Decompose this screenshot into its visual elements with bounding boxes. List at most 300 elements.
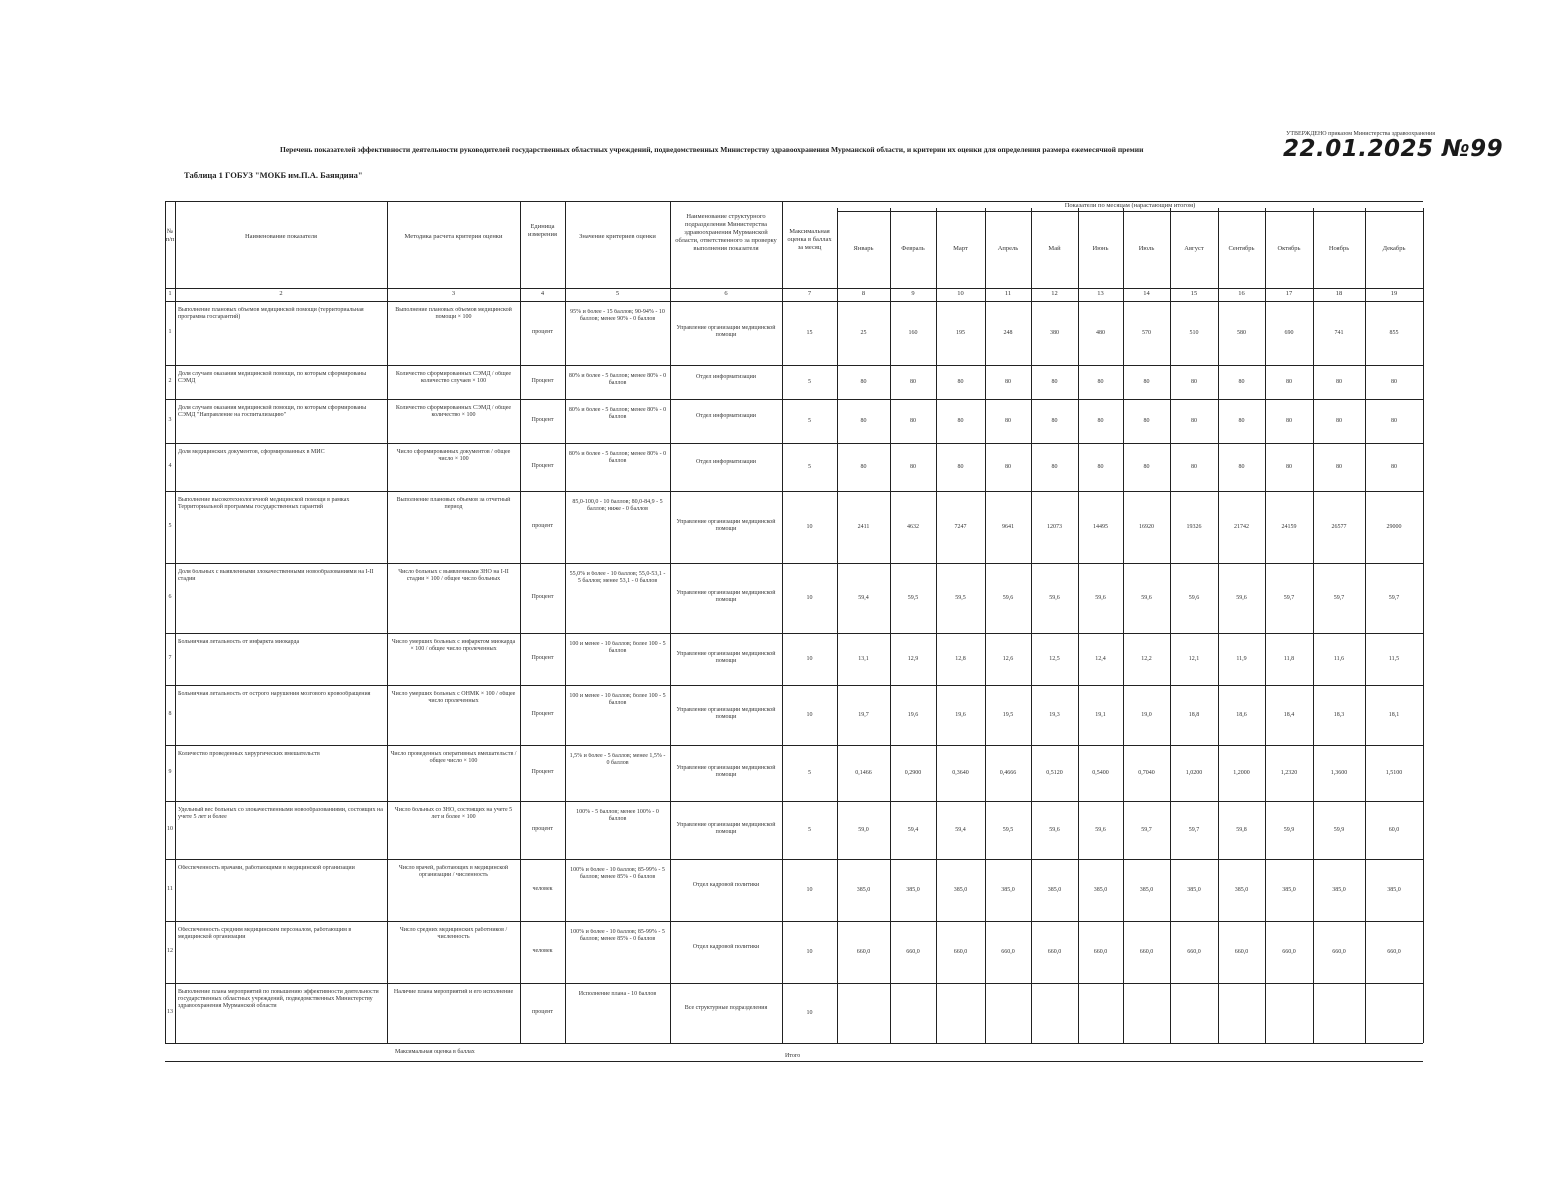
row-month-value: 13,1 bbox=[858, 656, 869, 662]
row-month-value: 11,8 bbox=[1283, 656, 1295, 662]
row-criteria: Исполнение плана - 10 баллов bbox=[578, 991, 657, 997]
row-month-value: 660,0 bbox=[1187, 949, 1201, 955]
row-method: Число средних медицинских работников / численность bbox=[399, 927, 508, 940]
grid-line bbox=[1423, 208, 1424, 1043]
col-header-month: Май bbox=[1048, 245, 1061, 252]
row-month-value: 18,3 bbox=[1333, 712, 1345, 718]
row-month-value: 80 bbox=[1391, 418, 1397, 424]
col-index: 7 bbox=[807, 290, 812, 297]
col-header-method: Методика расчета критерия оценки bbox=[404, 233, 503, 240]
grid-line bbox=[165, 288, 1423, 289]
row-unit: Процент bbox=[531, 655, 554, 661]
row-month-value: 7247 bbox=[954, 524, 967, 530]
row-divider bbox=[165, 859, 1423, 860]
grid-line bbox=[1078, 208, 1079, 1043]
row-name: Доля случаев оказания медицинской помощи, по которым сформированы СЭМД bbox=[178, 371, 367, 384]
grid-line bbox=[1123, 208, 1124, 1043]
col-index: 9 bbox=[911, 290, 915, 297]
row-month-value: 80 bbox=[957, 464, 964, 470]
row-name: Больничная летальность от инфаркта миокарда bbox=[178, 639, 300, 645]
row-month-value: 59,5 bbox=[907, 595, 919, 601]
row-max-points: 5 bbox=[808, 770, 811, 776]
col-index: 6 bbox=[724, 290, 728, 297]
col-header-month: Июль bbox=[1138, 245, 1155, 252]
grid-line bbox=[1218, 208, 1219, 1043]
row-month-value: 385,0 bbox=[1047, 887, 1062, 893]
row-name: Выполнение плана мероприятий по повышению эффективности деятельности государственных областных учреждений, подведомственных Министерству здравоохранения Мурманской области bbox=[178, 989, 379, 1009]
row-divider bbox=[165, 399, 1423, 400]
row-month-value: 80 bbox=[1143, 418, 1150, 424]
row-name: Доля больных с выявленными злокачественными новообразованиями на I-II стадии bbox=[178, 569, 374, 582]
row-responsible: Управление организации медицинской помощи bbox=[676, 590, 776, 603]
row-month-value: 385,0 bbox=[1332, 887, 1346, 893]
row-month-value: 80 bbox=[1143, 379, 1150, 385]
row-month-value: 80 bbox=[1005, 418, 1011, 424]
row-num: 4 bbox=[168, 463, 172, 469]
row-month-value: 0,7040 bbox=[1138, 770, 1155, 776]
row-max-points: 5 bbox=[808, 827, 811, 833]
col-header-month: Сентябрь bbox=[1228, 245, 1255, 252]
row-month-value: 385,0 bbox=[1093, 887, 1108, 893]
row-month-value: 660,0 bbox=[1047, 949, 1062, 955]
row-month-value: 248 bbox=[1003, 330, 1013, 336]
col-header-month: Апрель bbox=[997, 245, 1019, 252]
grid-line bbox=[175, 201, 176, 1043]
row-divider bbox=[165, 1043, 1423, 1044]
row-criteria: 1,5% и более - 5 баллов; менее 1,5% - 0 баллов bbox=[569, 753, 666, 766]
row-month-value: 80 bbox=[1097, 418, 1104, 424]
row-responsible: Все структурные подразделения bbox=[684, 1005, 768, 1011]
col-index: 14 bbox=[1143, 290, 1150, 297]
row-month-value: 80 bbox=[1051, 379, 1058, 385]
row-month-value: 80 bbox=[1051, 464, 1058, 470]
grid-line bbox=[1031, 208, 1032, 1043]
row-month-value: 16920 bbox=[1139, 524, 1154, 530]
row-month-value: 741 bbox=[1334, 330, 1344, 336]
row-month-value: 2411 bbox=[857, 524, 870, 530]
row-month-value: 24159 bbox=[1281, 524, 1297, 530]
row-criteria: 100 и менее - 10 баллов; более 100 - 5 баллов bbox=[569, 641, 666, 654]
total-label: Максимальная оценка в баллах bbox=[395, 1049, 475, 1055]
row-month-value: 29000 bbox=[1386, 524, 1402, 530]
row-divider bbox=[165, 443, 1423, 444]
row-method: Число врачей, работающих в медицинской организации / численность bbox=[398, 865, 509, 878]
approval-note: УТВЕРЖДЕНО приказом Министерства здравоохранения bbox=[1286, 131, 1435, 137]
col-header-month: Декабрь bbox=[1382, 245, 1406, 252]
row-criteria: 80% и более - 5 баллов; менее 80% - 0 баллов bbox=[568, 373, 667, 386]
row-month-value: 59,7 bbox=[1333, 595, 1345, 601]
row-method: Число проведенных оперативных вмешательств / общее число × 100 bbox=[390, 751, 517, 764]
row-responsible: Управление организации медицинской помощи bbox=[676, 519, 776, 532]
row-month-value: 19,7 bbox=[858, 712, 869, 718]
grid-line bbox=[1170, 208, 1171, 1043]
row-month-value: 80 bbox=[1191, 379, 1197, 385]
row-name: Количество проведенных хирургических вмешательств bbox=[178, 751, 320, 757]
row-divider bbox=[165, 983, 1423, 984]
row-unit: Процент bbox=[531, 417, 554, 423]
row-name: Удельный вес больных со злокачественными новообразованиями, состоящих на учете 5 лет и более bbox=[178, 807, 383, 820]
row-max-points: 10 bbox=[806, 1010, 813, 1016]
col-index: 11 bbox=[1004, 290, 1012, 297]
row-month-value: 510 bbox=[1189, 330, 1199, 336]
grid-line bbox=[520, 201, 521, 1043]
row-method: Выполнение плановых объемов медицинской помощи × 100 bbox=[395, 307, 512, 320]
row-num: 7 bbox=[168, 655, 172, 661]
row-num: 10 bbox=[167, 826, 173, 832]
row-divider bbox=[165, 365, 1423, 366]
row-month-value: 80 bbox=[1286, 418, 1292, 424]
col-header-name: Наименование показателя bbox=[244, 233, 318, 240]
row-unit: человек bbox=[532, 948, 553, 954]
row-month-value: 80 bbox=[1336, 464, 1342, 470]
row-month-value: 80 bbox=[957, 418, 964, 424]
row-method: Наличие плана мероприятий и его исполнение bbox=[393, 989, 514, 995]
row-criteria: 55,0% и более - 10 баллов; 55,0-53,1 - 5 баллов; менее 53,1 - 0 баллов bbox=[569, 571, 666, 584]
row-month-value: 1,2320 bbox=[1280, 770, 1298, 776]
row-name: Выполнение высокотехнологичной медицинской помощи в рамках Территориальной программы государственных гарантий bbox=[178, 497, 350, 510]
row-month-value: 19,0 bbox=[1141, 712, 1152, 718]
row-month-value: 59,6 bbox=[1095, 827, 1106, 833]
row-num: 9 bbox=[168, 769, 172, 775]
row-divider bbox=[165, 563, 1423, 564]
row-criteria: 100% - 5 баллов; менее 100% - 0 баллов bbox=[576, 809, 659, 822]
row-month-value: 0,1466 bbox=[855, 770, 872, 776]
row-month-value: 0,3640 bbox=[952, 770, 969, 776]
row-num: 1 bbox=[168, 329, 172, 335]
row-month-value: 80 bbox=[1238, 379, 1245, 385]
row-month-value: 80 bbox=[1143, 464, 1150, 470]
row-responsible: Управление организации медицинской помощи bbox=[676, 765, 776, 778]
row-responsible: Управление организации медицинской помощи bbox=[676, 822, 776, 835]
row-month-value: 385,0 bbox=[1234, 887, 1249, 893]
row-month-value: 385,0 bbox=[1187, 887, 1201, 893]
row-unit: Процент bbox=[531, 378, 554, 384]
row-month-value: 18,4 bbox=[1283, 712, 1295, 718]
col-header-month: Февраль bbox=[901, 245, 925, 252]
col-header-monthly: Показатели по месяцам (нарастающим итогом) bbox=[1064, 202, 1196, 209]
row-unit: процент bbox=[532, 523, 553, 529]
row-unit: человек bbox=[532, 886, 553, 892]
row-month-value: 11,6 bbox=[1333, 656, 1345, 662]
row-unit: Процент bbox=[531, 594, 554, 600]
row-responsible: Управление организации медицинской помощи bbox=[676, 651, 776, 664]
row-month-value: 80 bbox=[1097, 379, 1104, 385]
row-month-value: 12,5 bbox=[1049, 656, 1060, 662]
row-num: 12 bbox=[167, 948, 173, 954]
row-max-points: 10 bbox=[806, 656, 813, 662]
row-month-value: 59,6 bbox=[1188, 595, 1200, 601]
col-header-max: Максимальная оценка в баллах за месяц bbox=[787, 228, 832, 251]
row-month-value: 660,0 bbox=[1282, 949, 1296, 955]
row-month-value: 385,0 bbox=[1001, 887, 1015, 893]
row-month-value: 59,6 bbox=[1095, 595, 1106, 601]
row-month-value: 19,3 bbox=[1049, 712, 1060, 718]
row-max-points: 10 bbox=[806, 524, 813, 530]
row-month-value: 19,6 bbox=[907, 712, 919, 718]
row-month-value: 59,5 bbox=[955, 595, 966, 601]
row-month-value: 59,7 bbox=[1141, 827, 1152, 833]
row-month-value: 80 bbox=[1391, 379, 1397, 385]
row-name: Обеспеченность средним медицинским персоналом, работающим в медицинской организации bbox=[178, 927, 352, 940]
row-month-value: 26577 bbox=[1331, 524, 1347, 530]
row-num: 13 bbox=[167, 1009, 173, 1015]
col-header-month: Март bbox=[953, 245, 968, 252]
row-method: Число больных с выявленными ЗНО на I-II стадии × 100 / общее число больных bbox=[398, 569, 509, 582]
row-month-value: 80 bbox=[860, 379, 867, 385]
row-unit: Процент bbox=[531, 463, 554, 469]
row-max-points: 10 bbox=[806, 949, 813, 955]
col-index: 16 bbox=[1238, 290, 1245, 297]
row-method: Количество сформированных СЭМД / общее количество случаев × 100 bbox=[395, 371, 512, 384]
row-month-value: 160 bbox=[908, 330, 918, 336]
row-month-value: 59,6 bbox=[1236, 595, 1247, 601]
row-criteria: 95% и более - 15 баллов; 90-94% - 10 баллов; менее 90% - 0 баллов bbox=[570, 309, 665, 322]
row-month-value: 12,4 bbox=[1095, 656, 1106, 662]
col-header-num: № п/п bbox=[165, 228, 175, 243]
col-header-month: Ноябрь bbox=[1328, 245, 1350, 252]
document-title: Перечень показателей эффективности деятельности руководителей государственных областных учреждений, подведомственных Министерству здравоохранения Мурманской области, и критерии их оценки для определения размера ежемесячной премии bbox=[280, 145, 1144, 154]
row-month-value: 660,0 bbox=[1387, 949, 1401, 955]
row-month-value: 80 bbox=[1238, 418, 1245, 424]
col-index: 8 bbox=[861, 290, 866, 297]
row-num: 6 bbox=[168, 594, 172, 600]
grid-line bbox=[1313, 208, 1314, 1043]
row-criteria: 100% и более - 10 баллов; 85-99% - 5 баллов; менее 85% - 0 баллов bbox=[570, 867, 665, 880]
row-criteria: 85,0-100,0 - 10 баллов; 80,0-84,9 - 5 баллов; ниже - 0 баллов bbox=[572, 499, 663, 512]
row-month-value: 660,0 bbox=[953, 949, 968, 955]
row-unit: процент bbox=[532, 1009, 553, 1015]
row-month-value: 59,4 bbox=[858, 595, 869, 601]
grid-line bbox=[1265, 208, 1266, 1043]
col-index: 10 bbox=[957, 290, 964, 297]
row-month-value: 385,0 bbox=[953, 887, 968, 893]
row-divider bbox=[165, 801, 1423, 802]
row-month-value: 80 bbox=[1191, 418, 1197, 424]
row-month-value: 570 bbox=[1142, 330, 1151, 336]
row-divider bbox=[165, 633, 1423, 634]
row-month-value: 660,0 bbox=[1234, 949, 1249, 955]
row-month-value: 19326 bbox=[1186, 524, 1202, 530]
row-month-value: 11,5 bbox=[1388, 656, 1400, 662]
row-month-value: 80 bbox=[860, 464, 867, 470]
row-month-value: 0,5400 bbox=[1092, 770, 1109, 776]
row-method: Количество сформированных СЭМД / общее количество × 100 bbox=[395, 405, 512, 418]
total-value: Итого bbox=[785, 1053, 801, 1059]
row-responsible: Управление организации медицинской помощи bbox=[676, 325, 776, 338]
col-header-month: Август bbox=[1184, 245, 1204, 252]
row-month-value: 12,6 bbox=[1002, 656, 1014, 662]
row-month-value: 0,2900 bbox=[904, 770, 922, 776]
row-month-value: 18,1 bbox=[1388, 712, 1400, 718]
grid-line bbox=[165, 201, 166, 1043]
row-month-value: 80 bbox=[1005, 379, 1011, 385]
row-unit: Процент bbox=[531, 711, 554, 717]
row-month-value: 0,5120 bbox=[1046, 770, 1063, 776]
row-month-value: 80 bbox=[1336, 418, 1342, 424]
row-criteria: 100% и более - 10 баллов; 85-99% - 5 баллов; менее 85% - 0 баллов bbox=[570, 929, 665, 942]
row-month-value: 59,0 bbox=[858, 827, 869, 833]
row-month-value: 59,7 bbox=[1188, 827, 1200, 833]
indicators-table bbox=[165, 183, 1423, 1103]
grid-line bbox=[670, 201, 671, 1043]
row-month-value: 855 bbox=[1389, 330, 1399, 336]
row-name: Обеспеченность врачами, работающими в медицинской организации bbox=[178, 865, 355, 871]
row-month-value: 18,8 bbox=[1188, 712, 1200, 718]
row-method: Число сформированных документов / общее число × 100 bbox=[396, 449, 511, 462]
row-month-value: 59,7 bbox=[1283, 595, 1295, 601]
row-month-value: 580 bbox=[1237, 330, 1246, 336]
row-name: Выполнение плановых объемов медицинской помощи (территориальная программа госгарантий) bbox=[178, 307, 364, 320]
row-month-value: 19,6 bbox=[955, 712, 966, 718]
row-month-value: 12,2 bbox=[1141, 656, 1152, 662]
row-month-value: 18,6 bbox=[1236, 712, 1247, 718]
row-num: 8 bbox=[168, 711, 172, 717]
row-month-value: 0,4666 bbox=[999, 770, 1017, 776]
row-month-value: 80 bbox=[1286, 464, 1292, 470]
row-criteria: 80% и более - 5 баллов; менее 80% - 0 баллов bbox=[568, 451, 667, 464]
col-index: 15 bbox=[1190, 290, 1198, 297]
row-month-value: 1,5100 bbox=[1385, 770, 1403, 776]
row-month-value: 385,0 bbox=[1282, 887, 1296, 893]
row-month-value: 14495 bbox=[1093, 524, 1108, 530]
row-responsible: Отдел информатизации bbox=[695, 413, 757, 419]
row-month-value: 660,0 bbox=[906, 949, 920, 955]
row-month-value: 385,0 bbox=[1387, 887, 1401, 893]
grid-line bbox=[837, 211, 1423, 212]
row-responsible: Отдел информатизации bbox=[695, 374, 757, 380]
row-month-value: 80 bbox=[910, 379, 916, 385]
row-unit: процент bbox=[532, 826, 553, 832]
row-num: 11 bbox=[167, 886, 173, 892]
row-month-value: 21742 bbox=[1234, 524, 1249, 530]
col-index: 18 bbox=[1335, 290, 1343, 297]
row-method: Число умерших больных с ОНМК × 100 / общее число пролеченных bbox=[391, 691, 516, 704]
row-month-value: 59,4 bbox=[907, 827, 919, 833]
row-month-value: 480 bbox=[1096, 330, 1105, 336]
row-month-value: 660,0 bbox=[1001, 949, 1015, 955]
row-divider bbox=[165, 745, 1423, 746]
row-month-value: 385,0 bbox=[1139, 887, 1154, 893]
row-month-value: 59,9 bbox=[1283, 827, 1295, 833]
row-method: Число умерших больных с инфарктом миокарда × 100 / общее число пролеченных bbox=[391, 639, 516, 652]
col-index: 13 bbox=[1097, 290, 1104, 297]
row-month-value: 60,0 bbox=[1388, 827, 1400, 833]
row-month-value: 1,2000 bbox=[1233, 770, 1250, 776]
row-month-value: 660,0 bbox=[1093, 949, 1108, 955]
col-index: 17 bbox=[1285, 290, 1293, 297]
row-month-value: 59,6 bbox=[1049, 595, 1060, 601]
row-month-value: 19,1 bbox=[1095, 712, 1106, 718]
row-name: Больничная летальность от острого нарушения мозгового кровообращения bbox=[178, 691, 371, 697]
col-index: 4 bbox=[540, 290, 545, 297]
grid-line bbox=[837, 208, 838, 1043]
row-month-value: 380 bbox=[1050, 330, 1059, 336]
row-method: Выполнение плановых объемов за отчетный период bbox=[396, 497, 511, 510]
row-month-value: 59,5 bbox=[1002, 827, 1014, 833]
row-max-points: 10 bbox=[806, 595, 813, 601]
row-max-points: 10 bbox=[806, 712, 813, 718]
row-max-points: 5 bbox=[808, 464, 811, 470]
row-month-value: 59,6 bbox=[1141, 595, 1152, 601]
row-month-value: 25 bbox=[860, 330, 867, 336]
row-max-points: 10 bbox=[806, 887, 813, 893]
col-index: 19 bbox=[1390, 290, 1398, 297]
row-criteria: 100 и менее - 10 баллов; более 100 - 5 баллов bbox=[569, 693, 666, 706]
row-month-value: 59,9 bbox=[1333, 827, 1345, 833]
col-index: 5 bbox=[615, 290, 620, 297]
row-criteria: 80% и более - 5 баллов; менее 80% - 0 баллов bbox=[568, 407, 667, 420]
row-month-value: 385,0 bbox=[856, 887, 871, 893]
row-month-value: 12,1 bbox=[1188, 656, 1200, 662]
row-month-value: 195 bbox=[956, 330, 965, 336]
col-header-criteria: Значение критериев оценки bbox=[579, 233, 656, 240]
grid-line bbox=[165, 301, 1423, 302]
grid-line bbox=[387, 201, 388, 1043]
row-month-value: 80 bbox=[1238, 464, 1245, 470]
row-method: Число больных со ЗНО, состоящих на учете 5 лет и более × 100 bbox=[394, 807, 513, 820]
col-index: 1 bbox=[168, 290, 172, 297]
row-responsible: Управление организации медицинской помощи bbox=[676, 707, 776, 720]
row-num: 5 bbox=[168, 523, 172, 529]
row-num: 2 bbox=[168, 378, 172, 384]
row-month-value: 80 bbox=[1005, 464, 1011, 470]
table-caption: Таблица 1 ГОБУЗ "МОКБ им.П.А. Баяндина" bbox=[184, 170, 363, 180]
row-month-value: 80 bbox=[860, 418, 867, 424]
row-month-value: 80 bbox=[1286, 379, 1292, 385]
col-header-month: Октябрь bbox=[1277, 245, 1301, 252]
footer-line bbox=[165, 1061, 1423, 1062]
row-month-value: 4632 bbox=[907, 524, 919, 530]
col-header-month: Январь bbox=[853, 245, 874, 252]
col-index: 2 bbox=[279, 290, 283, 297]
row-month-value: 12,8 bbox=[955, 656, 966, 662]
row-max-points: 5 bbox=[808, 418, 811, 424]
row-month-value: 660,0 bbox=[856, 949, 871, 955]
row-month-value: 59,6 bbox=[1002, 595, 1014, 601]
grid-line bbox=[782, 201, 783, 1043]
row-divider bbox=[165, 491, 1423, 492]
row-month-value: 80 bbox=[910, 464, 916, 470]
row-month-value: 12073 bbox=[1047, 524, 1062, 530]
row-month-value: 660,0 bbox=[1332, 949, 1346, 955]
row-month-value: 9641 bbox=[1002, 524, 1014, 530]
row-name: Доля медицинских документов, сформированных в МИС bbox=[178, 449, 325, 455]
row-month-value: 1,3600 bbox=[1330, 770, 1348, 776]
grid-line bbox=[565, 201, 566, 1043]
row-unit: процент bbox=[532, 329, 553, 335]
row-month-value: 80 bbox=[1051, 418, 1058, 424]
row-name: Доля случаев оказания медицинской помощи, по которым сформированы СЭМД "Направление на госпитализацию" bbox=[178, 405, 367, 418]
row-divider bbox=[165, 685, 1423, 686]
row-responsible: Отдел кадровой политики bbox=[692, 882, 760, 888]
col-header-unit: Единица измерения bbox=[527, 223, 558, 238]
row-num: 3 bbox=[168, 417, 172, 423]
row-month-value: 12,9 bbox=[907, 656, 919, 662]
row-month-value: 59,4 bbox=[955, 827, 966, 833]
col-header-responsible: Наименование структурного подразделения Министерства здравоохранения Мурманской области, ответственного за проверку выполнения показателя bbox=[675, 213, 777, 252]
row-month-value: 11,9 bbox=[1236, 656, 1247, 662]
col-index: 12 bbox=[1051, 290, 1058, 297]
row-month-value: 80 bbox=[1336, 379, 1342, 385]
grid-line bbox=[1365, 208, 1366, 1043]
row-month-value: 80 bbox=[910, 418, 916, 424]
row-responsible: Отдел информатизации bbox=[695, 459, 757, 465]
row-month-value: 59,8 bbox=[1236, 827, 1247, 833]
row-month-value: 80 bbox=[1391, 464, 1397, 470]
row-month-value: 80 bbox=[1191, 464, 1197, 470]
row-month-value: 59,6 bbox=[1049, 827, 1060, 833]
row-max-points: 15 bbox=[806, 330, 813, 336]
